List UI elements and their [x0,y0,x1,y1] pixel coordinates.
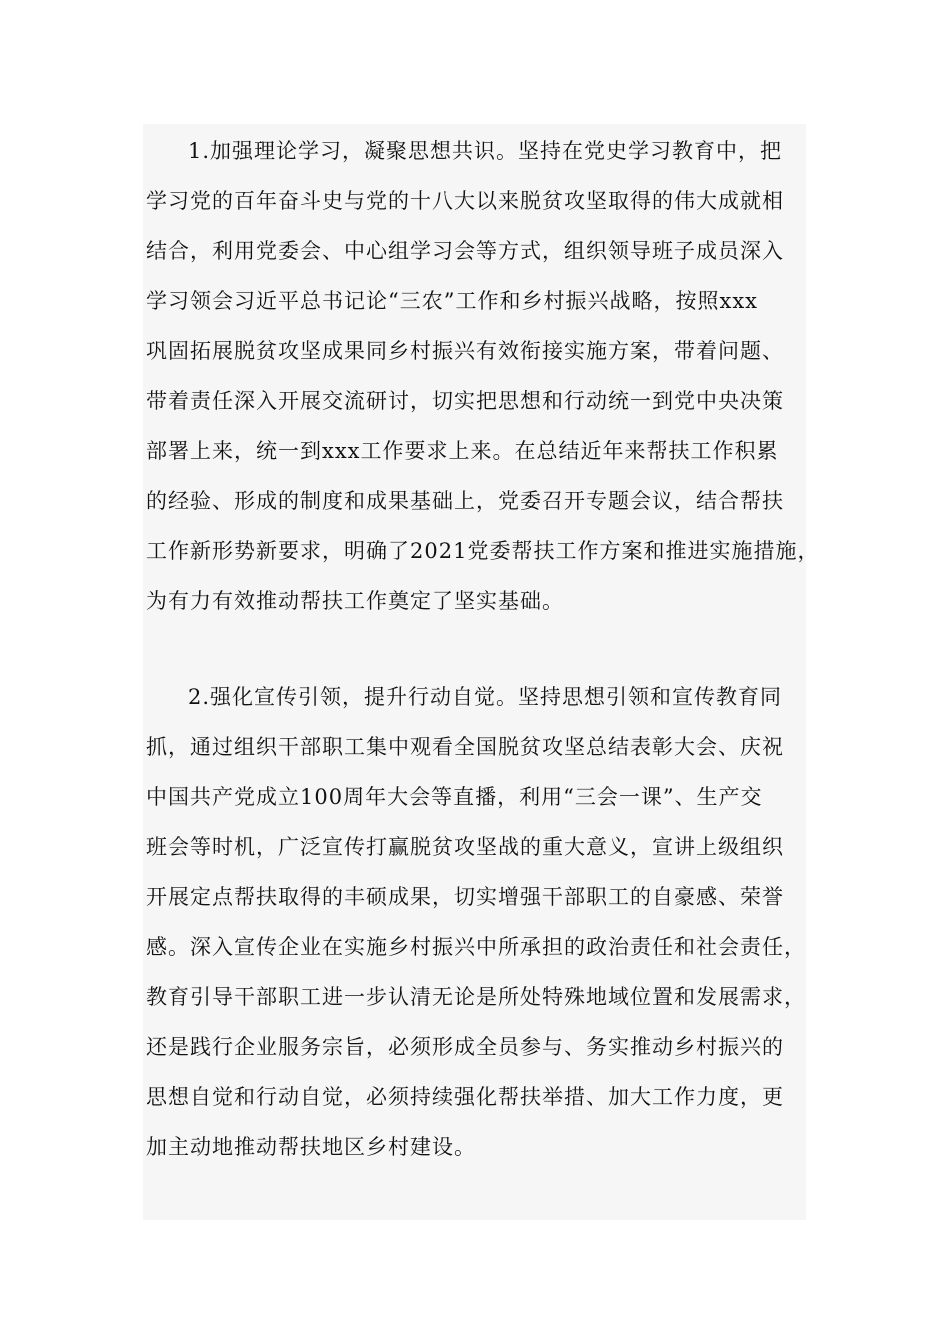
paragraph-line: 中国共产党成立100周年大会等直播，利用“三会一课”、生产交 [146,785,763,809]
paragraph-line: 为有力有效推动帮扶工作奠定了坚实基础。 [146,589,564,613]
paragraph-line: 部署上来，统一到xxx工作要求上来。在总结近年来帮扶工作积累 [146,439,779,463]
paragraph-line: 结合，利用党委会、中心组学习会等方式，组织领导班子成员深入 [146,239,784,263]
paragraph-line: 开展定点帮扶取得的丰硕成果，切实增强干部职工的自豪感、荣誉 [146,885,784,909]
paragraph-line: 思想自觉和行动自觉，必须持续强化帮扶举措、加大工作力度，更 [146,1085,784,1109]
paragraph-line: 巩固拓展脱贫攻坚成果同乡村振兴有效衔接实施方案，带着问题、 [146,339,784,363]
paragraph-line: 学习领会习近平总书记论“三农”工作和乡村振兴战略，按照xxx [146,289,758,313]
paragraph-line: 带着责任深入开展交流研讨，切实把思想和行动统一到党中央决策 [146,389,784,413]
paragraph-line: 抓，通过组织干部职工集中观看全国脱贫攻坚总结表彰大会、庆祝 [146,735,784,759]
paragraph-line: 工作新形势新要求，明确了2021党委帮扶工作方案和推进实施措施， [146,539,820,563]
paragraph-line: 的经验、形成的制度和成果基础上，党委召开专题会议，结合帮扶 [146,489,784,513]
paragraph-theory-study [146,126,826,626]
paragraph-line: 1.加强理论学习，凝聚思想共识。坚持在党史学习教育中，把 [188,139,783,163]
paragraph-line: 教育引导干部职工进一步认清无论是所处特殊地域位置和发展需求， [146,985,806,1009]
paragraph-line: 班会等时机，广泛宣传打赢脱贫攻坚战的重大意义，宣讲上级组织 [146,835,784,859]
paragraph-line: 加主动地推动帮扶地区乡村建设。 [146,1135,476,1159]
paragraph-line: 学习党的百年奋斗史与党的十八大以来脱贫攻坚取得的伟大成就相 [146,189,784,213]
paragraph-line: 2.强化宣传引领，提升行动自觉。坚持思想引领和宣传教育同 [188,685,783,709]
paragraph-line: 还是践行企业服务宗旨，必须形成全员参与、务实推动乡村振兴的 [146,1035,784,1059]
paragraph-publicity-guidance [146,672,826,1172]
paragraph-line: 感。深入宣传企业在实施乡村振兴中所承担的政治责任和社会责任， [146,935,806,959]
